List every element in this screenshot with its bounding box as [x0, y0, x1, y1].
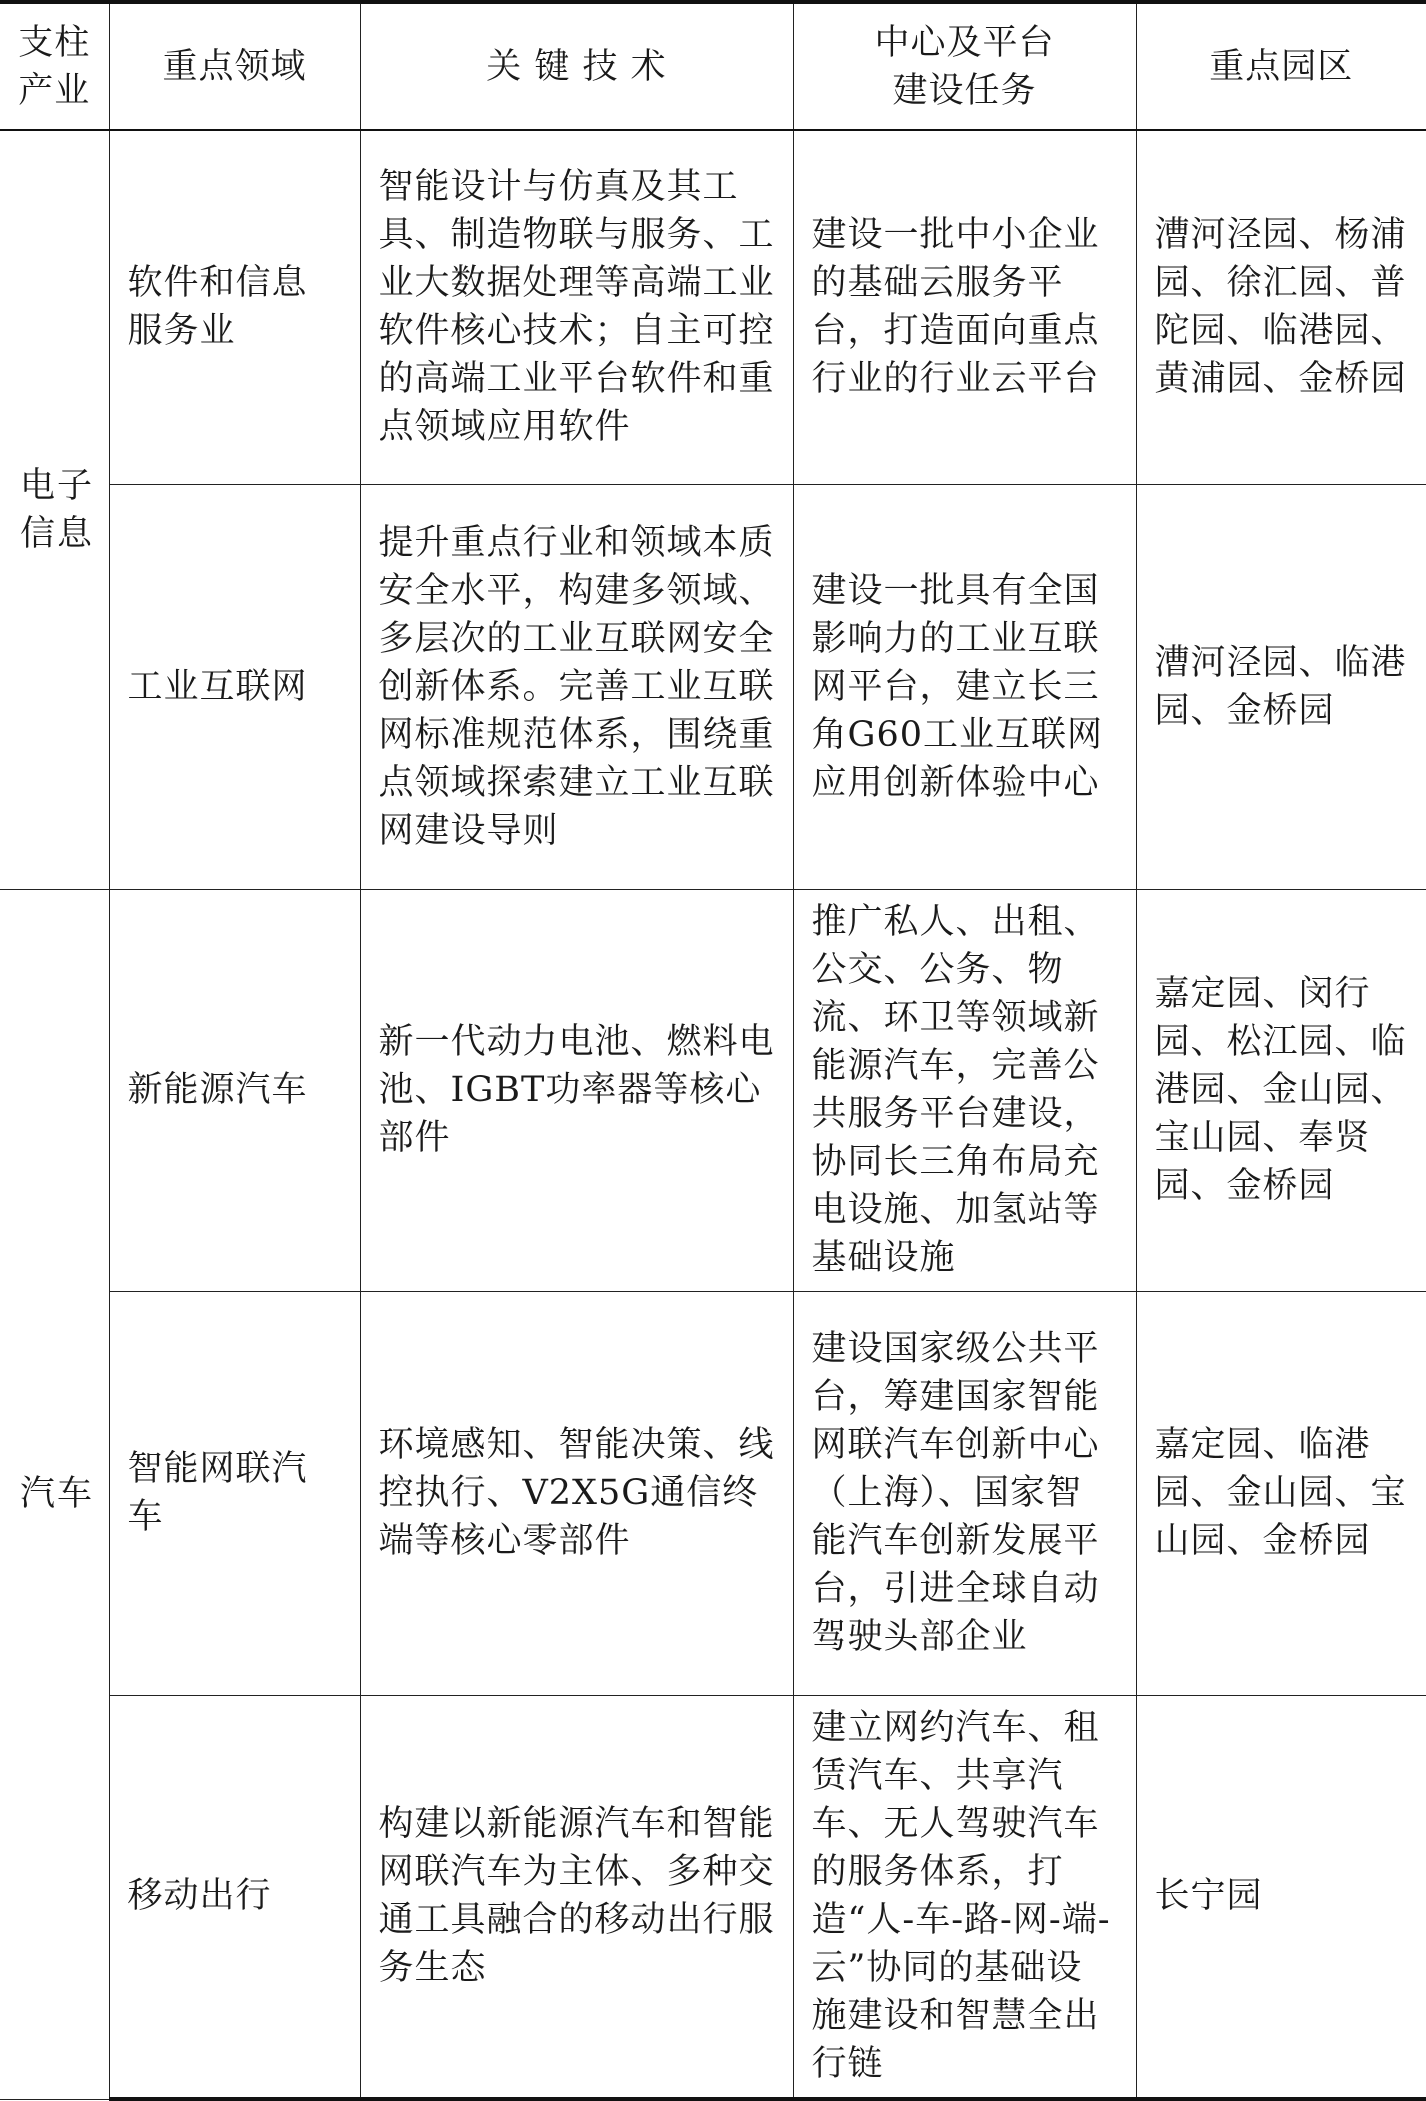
header-industry: [0, 2, 109, 130]
table-header-row: [0, 2, 1426, 130]
header-platform-line1: 中心及平台: [874, 22, 1055, 63]
platform-cell: 建设国家级公共平台，筹建国家智能网联汽车创新中心（上海）、国家智能汽车创新发展平台，引进全球自动驾驶头部企业: [793, 1291, 1136, 1695]
field-cell: 软件和信息服务业: [109, 130, 360, 484]
industry-cell: [0, 130, 109, 889]
parks-cell: 漕河泾园、杨浦园、徐汇园、普陀园、临港园、黄浦园、金桥园: [1136, 130, 1426, 484]
tech-cell: 构建以新能源汽车和智能网联汽车为主体、多种交通工具融合的移动出行服务生态: [360, 1695, 793, 2099]
industry-cell: [0, 889, 109, 2099]
table-row: [0, 130, 1426, 484]
parks-cell: 嘉定园、闵行园、松江园、临港园、金山园、宝山园、奉贤园、金桥园: [1136, 889, 1426, 1291]
tech-cell: 智能设计与仿真及其工具、制造物联与服务、工业大数据处理等高端工业软件核心技术；自主可控的高端工业平台软件和重点领域应用软件: [360, 130, 793, 484]
header-industry-line1: 支柱: [18, 22, 91, 63]
platform-cell: 建设一批具有全国影响力的工业互联网平台，建立长三角G60工业互联网应用创新体验中心: [793, 484, 1136, 889]
header-platform-line2: 建设任务: [892, 70, 1037, 111]
industry-name-line2: 信息: [20, 513, 95, 554]
platform-cell: 建设一批中小企业的基础云服务平台，打造面向重点行业的行业云平台: [793, 130, 1136, 484]
header-field: 重点领域: [109, 2, 360, 130]
parks-cell: 漕河泾园、临港园、金桥园: [1136, 484, 1426, 889]
field-cell: 移动出行: [109, 1695, 360, 2099]
tech-cell: 新一代动力电池、燃料电池、IGBT功率器等核心部件: [360, 889, 793, 1291]
header-industry-line2: 产业: [18, 70, 91, 111]
tech-cell: 提升重点行业和领域本质安全水平，构建多领域、多层次的工业互联网安全创新体系。完善工业互联网标准规范体系，围绕重点领域探索建立工业互联网建设导则: [360, 484, 793, 889]
field-cell: 工业互联网: [109, 484, 360, 889]
tech-cell: 环境感知、智能决策、线控执行、V2X5G通信终端等核心零部件: [360, 1291, 793, 1695]
platform-cell: 推广私人、出租、公交、公务、物流、环卫等领域新能源汽车，完善公共服务平台建设，协同长三角布局充电设施、加氢站等基础设施: [793, 889, 1136, 1291]
parks-cell: 长宁园: [1136, 1695, 1426, 2099]
industry-name-line1: 电子: [20, 465, 95, 506]
table-row: [0, 889, 1426, 1291]
header-parks: 重点园区: [1136, 2, 1426, 130]
table-row: [0, 1291, 1426, 1695]
header-tech: 关 键 技 术: [360, 2, 793, 130]
table-row: [0, 484, 1426, 889]
field-cell: 新能源汽车: [109, 889, 360, 1291]
header-platform: [793, 2, 1136, 130]
field-cell: 智能网联汽车: [109, 1291, 360, 1695]
parks-cell: 嘉定园、临港园、金山园、宝山园、金桥园: [1136, 1291, 1426, 1695]
industry-name-line1: 汽车: [20, 1474, 95, 1514]
platform-cell: 建立网约汽车、租赁汽车、共享汽车、无人驾驶汽车的服务体系，打造“人-车-路-网-端-云”协同的基础设施建设和智慧全出行链: [793, 1695, 1136, 2099]
table-row: [0, 1695, 1426, 2099]
